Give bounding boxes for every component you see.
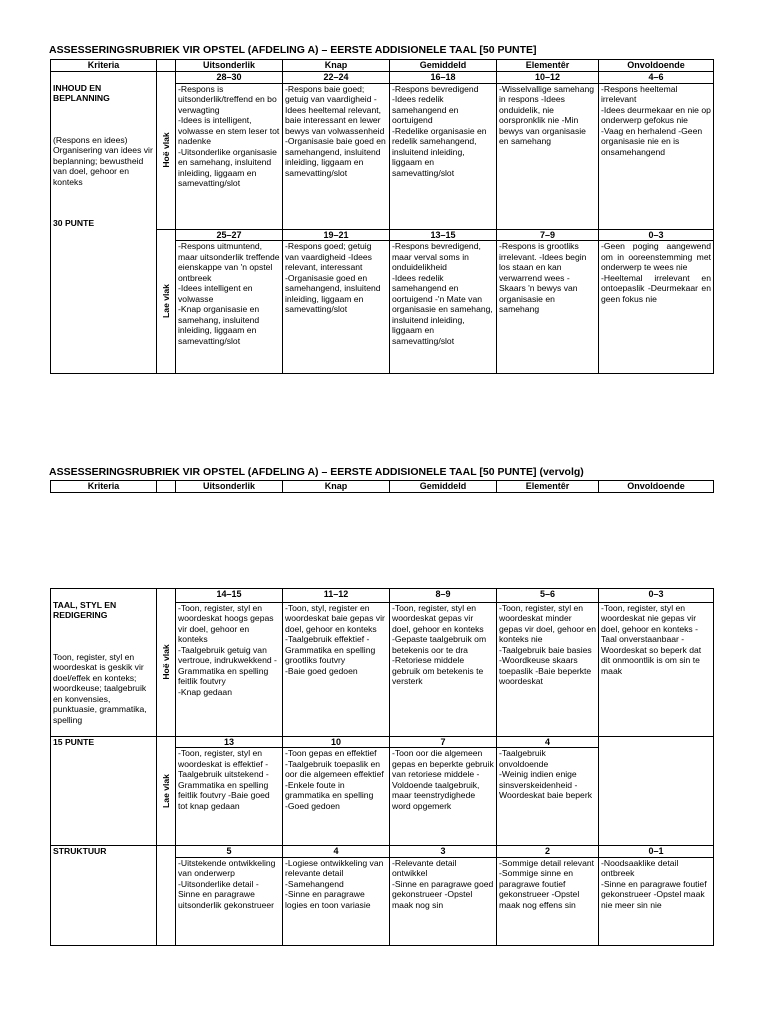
score-cell: 25–27	[176, 229, 283, 241]
descriptor-cell: -Respons baie goed; getuig van vaardigheid -Idees heeltemal relevant, baie interessant en lewer bewys van volwassenheid -Organisasie baie goed en samehangend, insluitend inleiding, liggaam en samevatting/slot	[283, 83, 390, 229]
score-cell: 5	[176, 846, 283, 858]
descriptor-cell: -Respons heeltemal irrelevant -Idees deurmekaar en nie op onderwerp gefokus nie -Vaag en herhalend -Geen organisasie nie en is onsamehangend	[599, 83, 714, 229]
col-header-kriteria: Kriteria	[51, 60, 157, 72]
col-header-knap: Knap	[283, 60, 390, 72]
descriptor-cell: -Wisselvallige samehang in respons -Idees onduidelik, nie oorspronklik nie -Min bewys van organisasie en samehang	[497, 83, 599, 229]
col-header-uitsonderlik: Uitsonderlik	[176, 481, 283, 493]
level-label-high: Hoë vlak	[157, 589, 176, 737]
descriptor-cell: -Noodsaaklike detail ontbreek -Sinne en paragrawe foutief gekonstrueer -Opstel maak nie meer sin nie	[599, 857, 714, 945]
descriptor-cell: -Respons bevredigend, maar verval soms in onduidelikheid -Idees redelik samehangend en oortuigend -'n Mate van organisasie en samehang, insluitend inleiding, liggaam en samevatting/slot	[390, 241, 497, 374]
criterion-points: 15 PUNTE	[51, 736, 157, 846]
col-header-elementer: Elementêr	[497, 60, 599, 72]
criterion-name: INHOUD EN BEPLANNING	[53, 82, 110, 103]
empty-cell	[157, 846, 176, 946]
score-cell: 14–15	[176, 589, 283, 603]
score-row-high	[51, 589, 714, 603]
criterion-cell	[51, 72, 157, 374]
header-row	[51, 60, 714, 72]
score-cell: 10	[283, 736, 390, 748]
level-label-high: Hoë vlak	[157, 72, 176, 230]
score-cell: 0–3	[599, 229, 714, 241]
rubric-table-language	[50, 588, 714, 946]
descriptor-cell: -Toon, register, styl en woordeskat hoogs gepas vir doel, gehoor en konteks -Taalgebruik getuig van vertroue, indrukwekkend -Grammatika en spelling feitlik foutvry -Knap gedaan	[176, 602, 283, 736]
score-row-low	[51, 736, 714, 748]
score-cell: 4–6	[599, 72, 714, 84]
descriptor-cell: -Toon oor die algemeen gepas en beperkte gebruik van retoriese middele -Voldoende taalgebruik, maar teenstrydighede word opgemerk	[390, 748, 497, 846]
level-label-low: Lae vlak	[157, 229, 176, 374]
score-cell: 28–30	[176, 72, 283, 84]
descriptor-cell: -Toon, register, styl en woordeskat is effektief -Taalgebruik uitstekend -Grammatika en spelling feitlik foutvry -Baie goed tot knap gedaan	[176, 748, 283, 846]
rubric-title: ASSESSERINGSRUBRIEK VIR OPSTEL (AFDELING A) – EERSTE ADDISIONELE TAAL [50 PUNTE]	[49, 44, 537, 56]
rubric-title-continued: ASSESSERINGSRUBRIEK VIR OPSTEL (AFDELING A) – EERSTE ADDISIONELE TAAL [50 PUNTE] (vervolg)	[49, 466, 584, 478]
score-cell: 13	[176, 736, 283, 748]
score-cell: 8–9	[390, 589, 497, 603]
score-cell: 16–18	[390, 72, 497, 84]
descriptor-cell: -Relevante detail ontwikkel -Sinne en paragrawe goed gekonstrueer -Opstel maak nog sin	[390, 857, 497, 945]
score-cell: 5–6	[497, 589, 599, 603]
score-cell: 19–21	[283, 229, 390, 241]
criterion-description: Toon, register, styl en woordeskat is geskik vir doel/effek en konteks; woordkeuse; taalgebruik en konvensies, punktuasie, grammatika, spelling	[53, 651, 147, 725]
score-cell: 7–9	[497, 229, 599, 241]
col-header-onvoldoende: Onvoldoende	[599, 60, 714, 72]
descriptor-cell: -Toon, styl, register en woordeskat baie gepas vir doel, gehoor en konteks -Taalgebruik effektief -Grammatika en spelling grootliks foutvry -Baie goed gedoen	[283, 602, 390, 736]
descriptor-cell: -Geen poging aangewend om in ooreenstemming met onderwerp te wees nie -Heeltemal irrelevant en ontoepaslik -Deurmekaar en geen fokus nie	[599, 241, 714, 374]
col-header-elementer: Elementêr	[497, 481, 599, 493]
descriptor-cell: -Respons goed; getuig van vaardigheid -Idees relevant, interessant -Organisasie goed en samehangend, insluitend inleiding, liggaam en samevatting/slot	[283, 241, 390, 374]
rubric-table-continued-header	[50, 480, 714, 493]
descriptor-cell: -Sommige detail relevant -Sommige sinne en paragrawe foutief gekonstrueer -Opstel maak nog effens sin	[497, 857, 599, 945]
descriptor-cell: -Toon, register, styl en woordeskat minder gepas vir doel, gehoor en konteks nie -Taalgebruik baie basies -Woordkeuse skaars toepaslik -Baie beperkte woordeskat	[497, 602, 599, 736]
criterion-description: (Respons en idees) Organisering van idees vir beplanning; bewustheid van doel, gehoor en konteks	[53, 134, 153, 187]
score-cell: 22–24	[283, 72, 390, 84]
descriptor-cell: -Toon, register, styl en woordeskat nie gepas vir doel, gehoor en konteks -Taal onverstaanbaar -Woordeskat so beperk dat dit onmoontlik is om sin te maak	[599, 602, 714, 736]
descriptor-cell: -Respons uitmuntend, maar uitsonderlik treffende eienskappe van 'n opstel ontbreek -Idees intelligent en volwasse -Knap organisasie en samehang, insluitend inleiding, liggaam en samevatting/slot	[176, 241, 283, 374]
score-cell: 2	[497, 846, 599, 858]
col-header-onvoldoende: Onvoldoende	[599, 481, 714, 493]
criterion-cell	[51, 589, 157, 737]
descriptor-cell: -Respons bevredigend -Idees redelik samehangend en oortuigend -Redelike organisasie en redelik samehangend, insluitend inleiding, liggaam en samevatting/slot	[390, 83, 497, 229]
score-cell: 3	[390, 846, 497, 858]
criterion-name-struktuur: STRUKTUUR	[51, 846, 157, 946]
header-row	[51, 481, 714, 493]
descriptor-cell: -Toon, register, styl en woordeskat gepas vir doel, gehoor en konteks -Gepaste taalgebruik om betekenis oor te dra -Retoriese middele gebruik om betekenis te versterk	[390, 602, 497, 736]
score-cell: 11–12	[283, 589, 390, 603]
col-header-kriteria: Kriteria	[51, 481, 157, 493]
score-cell: 4	[497, 736, 599, 748]
score-cell: 0–3	[599, 589, 714, 603]
rubric-table-content	[50, 59, 714, 374]
score-cell: 0–1	[599, 846, 714, 858]
criterion-points: 30 PUNTE	[53, 218, 95, 228]
descriptor-cell: -Toon gepas en effektief -Taalgebruik toepaslik en oor die algemeen effektief -Enkele foute in grammatika en spelling -Goed gedoen	[283, 748, 390, 846]
empty-cell	[599, 736, 714, 846]
col-header-gemiddeld: Gemiddeld	[390, 60, 497, 72]
score-cell: 10–12	[497, 72, 599, 84]
descriptor-cell: -Respons is grootliks irrelevant. -Idees begin los staan en kan verwarrend wees -Skaars 'n bewys van organisasie en samehang	[497, 241, 599, 374]
col-header-knap: Knap	[283, 481, 390, 493]
score-cell: 4	[283, 846, 390, 858]
col-header-gemiddeld: Gemiddeld	[390, 481, 497, 493]
score-cell: 7	[390, 736, 497, 748]
score-cell: 13–15	[390, 229, 497, 241]
criterion-name: TAAL, STYL EN REDIGERING	[53, 599, 117, 620]
descriptor-cell: -Respons is uitsonderlik/treffend en bo verwagting -Idees is intelligent, volwasse en stem leser tot nadenke -Uitsonderlike organisasie en samehang, insluitend inleiding, liggaam en samevatting/slot	[176, 83, 283, 229]
level-label-low: Lae vlak	[157, 736, 176, 846]
score-row-high	[51, 72, 714, 84]
descriptor-cell: -Logiese ontwikkeling van relevante detail -Samehangend -Sinne en paragrawe logies en toon variasie	[283, 857, 390, 945]
score-row-struktuur	[51, 846, 714, 858]
col-header-uitsonderlik: Uitsonderlik	[176, 60, 283, 72]
descriptor-cell: -Taalgebruik onvoldoende -Weinig indien enige sinsverskeidenheid -Woordeskat baie beperk	[497, 748, 599, 846]
descriptor-cell: -Uitstekende ontwikkeling van onderwerp -Uitsonderlike detail -Sinne en paragrawe uitsonderlik gekonstrueer	[176, 857, 283, 945]
